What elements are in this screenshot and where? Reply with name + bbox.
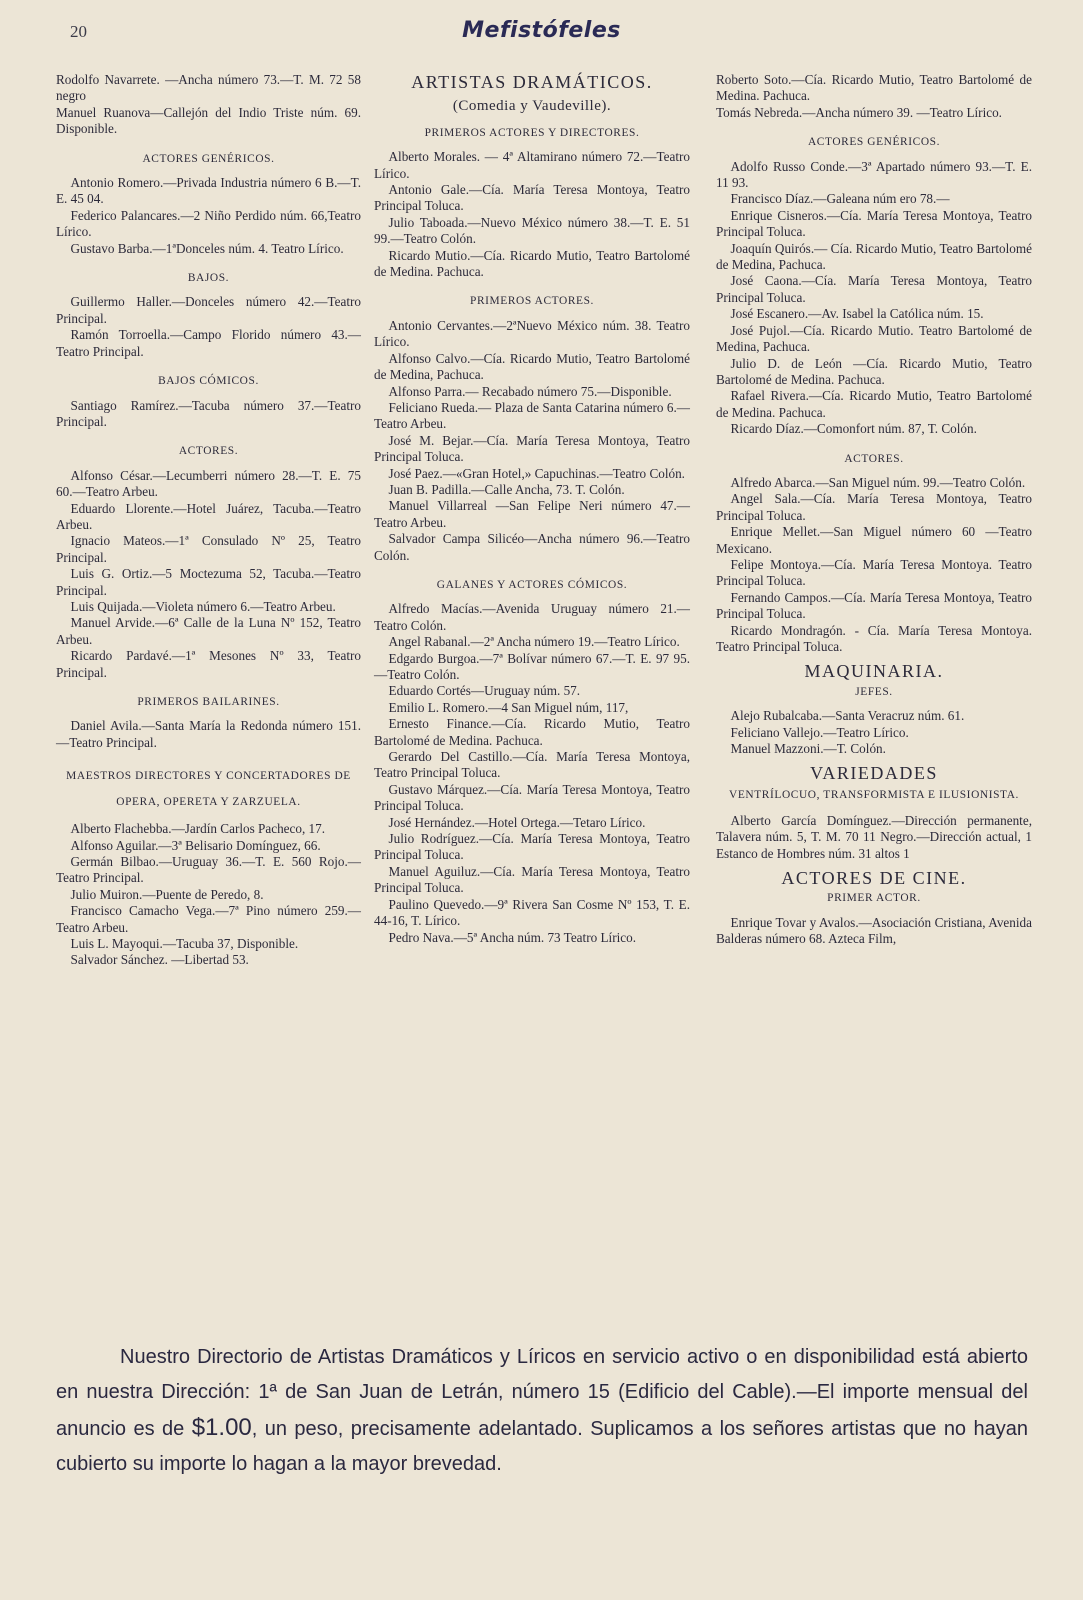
section-heading-bailarines: PRIMEROS BAILARINES.: [137, 696, 280, 708]
directory-entry: Emilio L. Romero.—4 San Miguel núm, 117,: [388, 699, 629, 715]
directory-entry: Manuel Mazzoni.—T. Colón.: [730, 741, 886, 757]
entry-list: [374, 318, 690, 564]
section-title-actores-de-cine: ACTORES DE CINE.: [781, 868, 967, 889]
notice-text-2: , un peso, precisamente adelantado. Suplicamos a los señores artistas que no hayan cubierto su importe lo hagan a la mayor brevedad.: [56, 1418, 1028, 1475]
directory-entry: Roberto Soto.—Cía. Ricardo Mutio, Teatro Bartolomé de Medina. Pachuca.: [716, 72, 1032, 104]
entry-list: [56, 294, 361, 360]
entry-list: [56, 398, 361, 431]
directory-entry: Rafael Rivera.—Cía. Ricardo Mutio, Teatro Bartolomé de Medina. Pachuca.: [716, 388, 1032, 420]
section-heading-actores-2: ACTORES.: [844, 452, 904, 465]
entry-list: [716, 915, 1032, 948]
directory-entry: Ignacio Mateos.—1ª Consulado Nº 25, Teatro Principal.: [56, 533, 361, 565]
directory-entry: Luis G. Ortiz.—5 Moctezuma 52, Tacuba.—Teatro Principal.: [56, 566, 361, 598]
directory-entry: Alfredo Macías.—Avenida Uruguay número 21.—Teatro Colón.: [374, 601, 690, 633]
directory-entry: Manuel Aguiluz.—Cía. María Teresa Montoya, Teatro Principal Toluca.: [374, 863, 690, 896]
directory-entry: Alberto Flachebba.—Jardín Carlos Pacheco, 17.: [70, 821, 326, 837]
directory-entry: Enrique Cisneros.—Cía. María Teresa Montoya, Teatro Principal Toluca.: [716, 207, 1032, 240]
page-number: 20: [70, 22, 87, 41]
directory-entry: Alejo Rubalcaba.—Santa Veracruz núm. 61.: [730, 708, 965, 724]
section-heading-genericos: ACTORES GENÉRICOS.: [807, 136, 941, 149]
directory-entry: Julio Muiron.—Puente de Peredo, 8.: [70, 886, 264, 902]
directory-entry: José Hernández.—Hotel Ortega.—Tetaro Lírico.: [388, 814, 646, 830]
directory-entry: José Caona.—Cía. María Teresa Montoya, Teatro Principal Toluca.: [716, 273, 1032, 305]
directory-entry: Julio D. de León —Cía. Ricardo Mutio, Teatro Bartolomé de Medina. Pachuca.: [716, 355, 1032, 387]
entry-list: [56, 175, 361, 257]
section-heading-directores: PRIMEROS ACTORES Y DIRECTORES.: [424, 126, 640, 139]
directory-entry: Alberto García Domínguez.—Dirección permanente, Talavera núm. 5, T. M. 70 11 Negro.—Dirección actual, 1 Estanco de Hombres núm. 31 altos 1: [716, 812, 1032, 861]
directory-entry: Francisco Camacho Vega.—7ª Pino número 259.—Teatro Arbeu.: [56, 903, 361, 935]
directory-entry: Angel Sala.—Cía. María Teresa Montoya, Teatro Principal Toluca.: [716, 491, 1032, 523]
entry-list: [56, 468, 361, 681]
section-heading-primeros-actores: PRIMEROS ACTORES.: [470, 295, 594, 308]
directory-entry: Julio Taboada.—Nuevo México número 38.—T. E. 51 99.—Teatro Colón.: [374, 214, 690, 247]
section-heading-generic-actors: ACTORES GENÉRICOS.: [142, 152, 275, 165]
directory-entry: Gustavo Barba.—1ªDonceles núm. 4. Teatro Lírico.: [70, 240, 344, 256]
directory-entry: Gustavo Márquez.—Cía. María Teresa Montoya, Teatro Principal Toluca.: [374, 781, 690, 814]
directory-entry: Tomás Nebreda.—Ancha número 39. —Teatro Lírico.: [716, 104, 1002, 120]
directory-column-2: [374, 72, 690, 946]
entry-list: [716, 708, 1032, 757]
directory-entry: Felipe Montoya.—Cía. María Teresa Montoya. Teatro Principal Toluca.: [716, 556, 1032, 589]
directory-entry: Gerardo Del Castillo.—Cía. María Teresa Montoya, Teatro Principal Toluca.: [374, 749, 690, 781]
directory-entry: Ricardo Mutio.—Cía. Ricardo Mutio, Teatro Bartolomé de Medina. Pachuca.: [374, 247, 690, 280]
directory-entry: Antonio Gale.—Cía. María Teresa Montoya, Teatro Principal Toluca.: [374, 182, 690, 214]
directory-entry: Ernesto Finance.—Cía. Ricardo Mutio, Teatro Bartolomé de Medina. Pachuca.: [374, 716, 690, 748]
directory-entry: Angel Rabanal.—2ª Ancha número 19.—Teatro Lírico.: [388, 634, 680, 650]
entry-list: [374, 149, 690, 280]
directory-entry: Antonio Romero.—Privada Industria número 6 B.—T. E. 45 04.: [56, 175, 361, 207]
entry-list: [716, 159, 1032, 438]
magazine-title: Mefistófeles: [462, 18, 621, 43]
directory-entry: Alfonso César.—Lecumberri número 28.—T. E. 75 60.—Teatro Arbeu.: [56, 467, 361, 500]
directory-entry: José Escanero.—Av. Isabel la Católica núm. 15.: [730, 306, 984, 322]
directory-entry: Alberto Morales. — 4ª Altamirano número 72.—Teatro Lírico.: [374, 149, 690, 181]
directory-entry: Rodolfo Navarrete. —Ancha número 73.—T. M. 72 58 negro: [56, 72, 361, 104]
entry-list: [716, 813, 1032, 862]
directory-entry: Feliciano Rueda.— Plaza de Santa Catarina número 6.—Teatro Arbeu.: [374, 399, 690, 432]
section-subtitle-comedia: (Comedia y Vaudeville).: [452, 98, 612, 115]
entry-list: [716, 72, 1032, 121]
directory-entry: Francisco Díaz.—Galeana núm ero 78.—: [730, 191, 950, 207]
directory-entry: Eduardo Llorente.—Hotel Juárez, Tacuba.—Teatro Arbeu.: [56, 500, 361, 532]
directory-entry: José M. Bejar.—Cía. María Teresa Montoya, Teatro Principal Toluca.: [374, 432, 690, 465]
directory-entry: Paulino Quevedo.—9ª Rivera San Cosme Nº 153, T. E. 44-16, T. Lírico.: [374, 896, 690, 929]
directory-entry: Guillermo Haller.—Donceles número 42.—Teatro Principal.: [56, 294, 361, 326]
directory-entry: Joaquín Quirós.— Cía. Ricardo Mutio, Teatro Bartolomé de Medina, Pachuca.: [716, 240, 1032, 273]
directory-entry: Alfredo Abarca.—San Miguel núm. 99.—Teatro Colón.: [730, 474, 1026, 490]
notice-price: $1.00: [191, 1414, 252, 1441]
entry-list: [56, 718, 361, 751]
directory-entry: Adolfo Russo Conde.—3ª Apartado número 93.—T. E. 11 93.: [716, 158, 1032, 191]
section-heading-jefes: JEFES.: [855, 685, 893, 698]
directory-entry: Juan B. Padilla.—Calle Ancha, 73. T. Colón.: [388, 481, 625, 497]
directory-entry: José Paez.—«Gran Hotel,» Capuchinas.—Teatro Colón.: [388, 465, 685, 481]
directory-entry: Luis Quijada.—Violeta número 6.—Teatro Arbeu.: [70, 598, 336, 614]
directory-entry: Pedro Nava.—5ª Ancha núm. 73 Teatro Lírico.: [388, 929, 636, 945]
directory-entry: Ramón Torroella.—Campo Florido número 43.—Teatro Principal.: [56, 327, 361, 359]
directory-column-3: [716, 72, 1032, 948]
directory-entry: Manuel Arvide.—6ª Calle de la Luna Nº 152, Teatro Arbeu.: [56, 615, 361, 647]
directory-entry: Julio Rodríguez.—Cía. María Teresa Montoya, Teatro Principal Toluca.: [374, 831, 690, 863]
section-heading-bajos: BAJOS.: [187, 272, 230, 285]
directory-entry: Germán Bilbao.—Uruguay 36.—T. E. 560 Rojo.—Teatro Principal.: [56, 854, 361, 886]
directory-entry: Alfonso Calvo.—Cía. Ricardo Mutio, Teatro Bartolomé de Medina, Pachuca.: [374, 350, 690, 383]
directory-entry: Eduardo Cortés—Uruguay núm. 57.: [388, 683, 581, 699]
notice-text-1: Nuestro Directorio de Artistas Dramáticos y Líricos en servicio activo o en disponibilidad está abierto en nuestra Dirección: 1ª de San Juan de Letrán, número 15 (Edificio del Cable).—El importe mensual del anuncio es de: [56, 1346, 1028, 1440]
entry-list: [56, 821, 361, 969]
section-heading-maestros: MAESTROS DIRECTORES Y CONCERTADORES DE OPERA, OPERETA Y ZARZUELA.: [66, 770, 351, 809]
directory-entry: Daniel Avila.—Santa María la Redonda número 151.—Teatro Principal.: [56, 718, 361, 750]
directory-entry: Ricardo Pardavé.—1ª Mesones Nº 33, Teatro Principal.: [56, 648, 361, 680]
directory-entry: Santiago Ramírez.—Tacuba número 37.—Teatro Principal.: [56, 397, 361, 429]
section-title-artistas-dramaticos: ARTISTAS DRAMÁTICOS.: [411, 72, 653, 92]
directory-entry: Enrique Tovar y Avalos.—Asociación Cristiana, Avenida Balderas número 68. Azteca Film,: [716, 914, 1032, 947]
entry-list: [716, 475, 1032, 655]
directory-column-1: [56, 72, 361, 969]
directory-entry: Manuel Villarreal —San Felipe Neri número 47.—Teatro Arbeu.: [374, 498, 690, 530]
section-heading-primer-actor: PRIMER ACTOR.: [827, 892, 921, 905]
section-title-maquinaria: MAQUINARIA.: [804, 661, 944, 682]
directory-entry: José Pujol.—Cía. Ricardo Mutio. Teatro Bartolomé de Medina, Pachuca.: [716, 322, 1032, 355]
directory-entry: Enrique Mellet.—San Miguel número 60 —Teatro Mexicano.: [716, 524, 1032, 556]
directory-entry: Feliciano Vallejo.—Teatro Lírico.: [730, 724, 909, 740]
section-heading-ventrilocuo: VENTRÍLOCUO, TRANSFORMISTA E ILUSIONISTA.: [729, 788, 1019, 801]
directory-notice: [56, 1340, 1028, 1482]
directory-entry: Alfonso Parra.— Recabado número 75.—Disponible.: [388, 383, 672, 399]
directory-entry: Alfonso Aguilar.—3ª Belisario Domínguez, 66.: [70, 837, 321, 853]
entry-list: [374, 601, 690, 946]
section-title-variedades: VARIEDADES: [810, 763, 938, 784]
directory-entry: Ricardo Mondragón. - Cía. María Teresa Montoya. Teatro Principal Toluca.: [716, 622, 1032, 654]
entry-list: [56, 72, 361, 138]
directory-entry: Edgardo Burgoa.—7ª Bolívar número 67.—T. E. 97 95.—Teatro Colón.: [374, 650, 690, 682]
directory-entry: Salvador Campa Silicéo—Ancha número 96.—Teatro Colón.: [374, 531, 690, 563]
directory-entry: Fernando Campos.—Cía. María Teresa Montoya, Teatro Principal Toluca.: [716, 589, 1032, 622]
section-heading-galanes: GALANES Y ACTORES CÓMICOS.: [436, 578, 628, 591]
section-heading-actores: ACTORES.: [178, 445, 239, 458]
directory-entry: Luis L. Mayoqui.—Tacuba 37, Disponible.: [70, 936, 299, 952]
directory-entry: Salvador Sánchez. —Libertad 53.: [70, 952, 249, 968]
directory-entry: Antonio Cervantes.—2ªNuevo México núm. 38. Teatro Lírico.: [374, 317, 690, 350]
directory-entry: Manuel Ruanova—Callejón del Indio Triste núm. 69. Disponible.: [56, 104, 361, 137]
section-heading-bajos-comicos: BAJOS CÓMICOS.: [158, 375, 259, 388]
directory-entry: Federico Palancares.—2 Niño Perdido núm. 66,Teatro Lírico.: [56, 207, 361, 240]
directory-entry: Ricardo Díaz.—Comonfort núm. 87, T. Colón.: [730, 421, 977, 437]
